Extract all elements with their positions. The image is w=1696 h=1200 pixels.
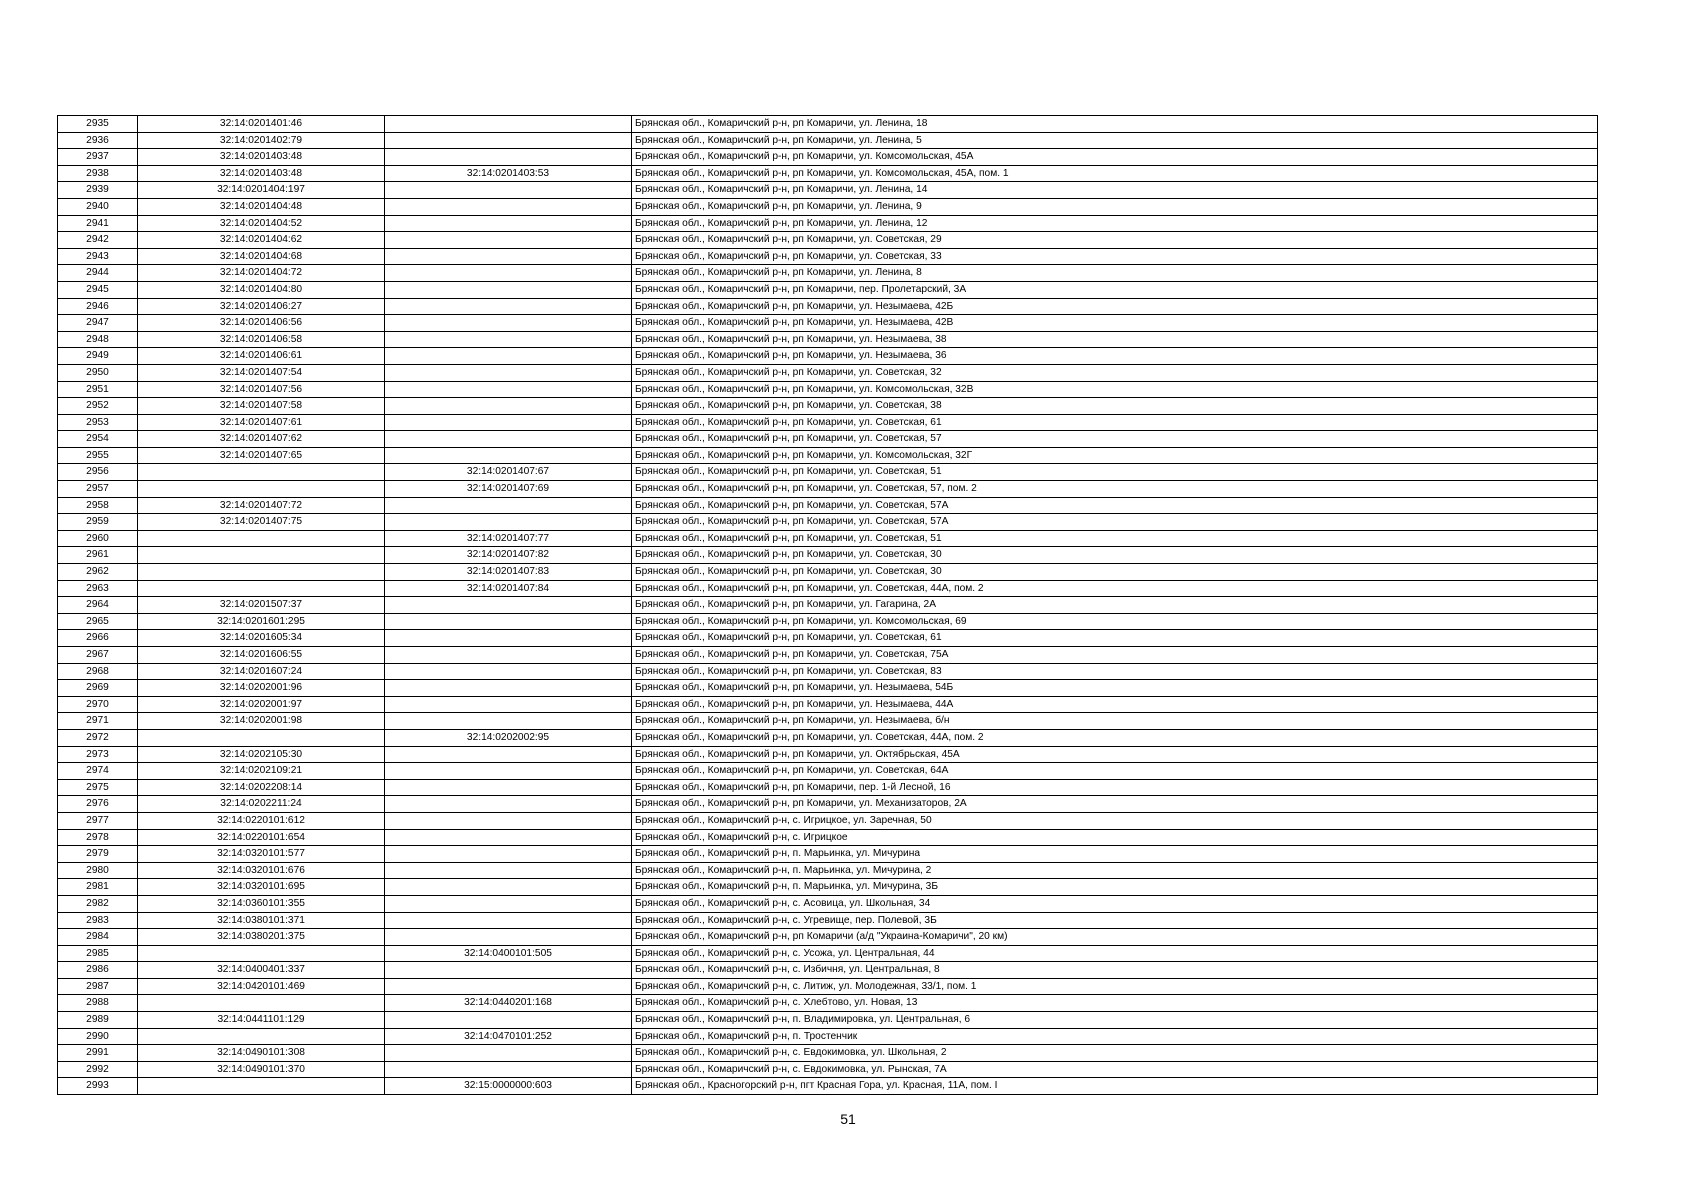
cadastral-number-cell: [138, 1078, 385, 1095]
address-cell: Брянская обл., Комаричский р-н, рп Комаричи, ул. Механизаторов, 2А: [632, 796, 1598, 813]
related-cadastral-number-cell: [385, 232, 632, 249]
related-cadastral-number-cell: 32:14:0201407:84: [385, 580, 632, 597]
address-cell: Брянская обл., Комаричский р-н, п. Марьинка, ул. Мичурина, 2: [632, 862, 1598, 879]
table-row: [58, 348, 1598, 365]
related-cadastral-number-cell: [385, 763, 632, 780]
address-cell: Брянская обл., Комаричский р-н, рп Комаричи, ул. Советская, 32: [632, 364, 1598, 381]
related-cadastral-number-cell: [385, 630, 632, 647]
table-row: [58, 298, 1598, 315]
address-cell: Брянская обл., Комаричский р-н, рп Комаричи, ул. Советская, 75А: [632, 647, 1598, 664]
related-cadastral-number-cell: [385, 1012, 632, 1029]
address-cell: Брянская обл., Комаричский р-н, рп Комаричи, ул. Советская, 57А: [632, 514, 1598, 531]
row-number-cell: 2957: [58, 481, 138, 498]
row-number-cell: 2945: [58, 281, 138, 298]
address-cell: Брянская обл., Комаричский р-н, п. Владимировка, ул. Центральная, 6: [632, 1012, 1598, 1029]
table-row: [58, 862, 1598, 879]
address-cell: Брянская обл., Комаричский р-н, рп Комаричи, ул. Комсомольская, 45А, пом. 1: [632, 165, 1598, 182]
cadastral-number-cell: 32:14:0201407:75: [138, 514, 385, 531]
table-row: [58, 746, 1598, 763]
related-cadastral-number-cell: [385, 315, 632, 332]
address-cell: Брянская обл., Комаричский р-н, рп Комаричи, ул. Незымаева, 36: [632, 348, 1598, 365]
cadastral-number-cell: [138, 464, 385, 481]
table-row: [58, 763, 1598, 780]
cadastral-number-cell: 32:14:0201406:61: [138, 348, 385, 365]
cadastral-number-cell: [138, 995, 385, 1012]
cadastral-number-cell: [138, 580, 385, 597]
table-row: [58, 613, 1598, 630]
related-cadastral-number-cell: [385, 364, 632, 381]
address-cell: Брянская обл., Комаричский р-н, с. Евдокимовка, ул. Рынская, 7А: [632, 1061, 1598, 1078]
cadastral-number-cell: 32:14:0201403:48: [138, 149, 385, 166]
table-row: [58, 431, 1598, 448]
table-row: [58, 1028, 1598, 1045]
cadastral-number-cell: 32:14:0220101:654: [138, 829, 385, 846]
cadastral-number-cell: [138, 1028, 385, 1045]
row-number-cell: 2965: [58, 613, 138, 630]
address-cell: Брянская обл., Комаричский р-н, рп Комаричи, ул. Советская, 30: [632, 547, 1598, 564]
address-cell: Брянская обл., Комаричский р-н, рп Комаричи, пер. 1-й Лесной, 16: [632, 779, 1598, 796]
row-number-cell: 2984: [58, 929, 138, 946]
related-cadastral-number-cell: [385, 895, 632, 912]
related-cadastral-number-cell: [385, 647, 632, 664]
address-cell: Брянская обл., Комаричский р-н, рп Комаричи, ул. Советская, 57, пом. 2: [632, 481, 1598, 498]
row-number-cell: 2975: [58, 779, 138, 796]
address-cell: Брянская обл., Комаричский р-н, рп Комаричи, пер. Пролетарский, 3А: [632, 281, 1598, 298]
related-cadastral-number-cell: [385, 215, 632, 232]
cadastral-number-cell: [138, 729, 385, 746]
related-cadastral-number-cell: [385, 149, 632, 166]
table-row: [58, 846, 1598, 863]
cadastral-number-cell: [138, 481, 385, 498]
table-row: [58, 198, 1598, 215]
row-number-cell: 2959: [58, 514, 138, 531]
table-row: [58, 995, 1598, 1012]
table-row: [58, 912, 1598, 929]
table-row: [58, 630, 1598, 647]
address-cell: Брянская обл., Комаричский р-н, рп Комаричи (а/д "Украина-Комаричи", 20 км): [632, 929, 1598, 946]
row-number-cell: 2968: [58, 663, 138, 680]
row-number-cell: 2944: [58, 265, 138, 282]
row-number-cell: 2951: [58, 381, 138, 398]
row-number-cell: 2961: [58, 547, 138, 564]
related-cadastral-number-cell: [385, 978, 632, 995]
related-cadastral-number-cell: [385, 680, 632, 697]
cadastral-number-cell: 32:14:0201404:68: [138, 248, 385, 265]
address-cell: Брянская обл., Комаричский р-н, с. Евдокимовка, ул. Школьная, 2: [632, 1045, 1598, 1062]
table-row: [58, 978, 1598, 995]
row-number-cell: 2956: [58, 464, 138, 481]
table-row: [58, 165, 1598, 182]
address-cell: Брянская обл., Комаричский р-н, рп Комаричи, ул. Советская, 30: [632, 564, 1598, 581]
row-number-cell: 2964: [58, 597, 138, 614]
address-cell: Брянская обл., Комаричский р-н, рп Комаричи, ул. Ленина, 9: [632, 198, 1598, 215]
address-cell: Брянская обл., Комаричский р-н, рп Комаричи, ул. Незымаева, 54Б: [632, 680, 1598, 697]
address-cell: Брянская обл., Красногорский р-н, пгт Красная Гора, ул. Красная, 11А, пом. I: [632, 1078, 1598, 1095]
cadastral-number-cell: 32:14:0490101:308: [138, 1045, 385, 1062]
related-cadastral-number-cell: [385, 431, 632, 448]
row-number-cell: 2976: [58, 796, 138, 813]
table-row: [58, 315, 1598, 332]
registry-table: [57, 115, 1598, 1095]
cadastral-number-cell: 32:14:0201401:46: [138, 116, 385, 133]
related-cadastral-number-cell: [385, 779, 632, 796]
address-cell: Брянская обл., Комаричский р-н, рп Комаричи, ул. Ленина, 12: [632, 215, 1598, 232]
cadastral-number-cell: 32:14:0201404:80: [138, 281, 385, 298]
table-row: [58, 1012, 1598, 1029]
related-cadastral-number-cell: [385, 663, 632, 680]
table-row: [58, 663, 1598, 680]
cadastral-number-cell: [138, 945, 385, 962]
address-cell: Брянская обл., Комаричский р-н, рп Комаричи, ул. Советская, 44А, пом. 2: [632, 729, 1598, 746]
row-number-cell: 2967: [58, 647, 138, 664]
related-cadastral-number-cell: [385, 796, 632, 813]
cadastral-number-cell: 32:14:0201605:34: [138, 630, 385, 647]
row-number-cell: 2989: [58, 1012, 138, 1029]
row-number-cell: 2988: [58, 995, 138, 1012]
cadastral-number-cell: [138, 564, 385, 581]
cadastral-number-cell: 32:14:0202211:24: [138, 796, 385, 813]
row-number-cell: 2980: [58, 862, 138, 879]
row-number-cell: 2939: [58, 182, 138, 199]
address-cell: Брянская обл., Комаричский р-н, рп Комаричи, ул. Советская, 29: [632, 232, 1598, 249]
cadastral-number-cell: 32:14:0201407:65: [138, 447, 385, 464]
related-cadastral-number-cell: 32:14:0400101:505: [385, 945, 632, 962]
table-row: [58, 580, 1598, 597]
related-cadastral-number-cell: 32:14:0201407:69: [385, 481, 632, 498]
table-row: [58, 1078, 1598, 1095]
table-row: [58, 265, 1598, 282]
cadastral-number-cell: [138, 530, 385, 547]
cadastral-number-cell: 32:14:0320101:577: [138, 846, 385, 863]
table-row: [58, 398, 1598, 415]
address-cell: Брянская обл., Комаричский р-н, рп Комаричи, ул. Гагарина, 2А: [632, 597, 1598, 614]
row-number-cell: 2962: [58, 564, 138, 581]
row-number-cell: 2942: [58, 232, 138, 249]
related-cadastral-number-cell: [385, 812, 632, 829]
page-number: 51: [840, 1111, 856, 1127]
address-cell: Брянская обл., Комаричский р-н, рп Комаричи, ул. Советская, 51: [632, 464, 1598, 481]
related-cadastral-number-cell: [385, 281, 632, 298]
cadastral-number-cell: 32:14:0201601:295: [138, 613, 385, 630]
cadastral-number-cell: [138, 547, 385, 564]
cadastral-number-cell: 32:14:0380201:375: [138, 929, 385, 946]
row-number-cell: 2952: [58, 398, 138, 415]
address-cell: Брянская обл., Комаричский р-н, рп Комаричи, ул. Советская, 38: [632, 398, 1598, 415]
table-row: [58, 331, 1598, 348]
related-cadastral-number-cell: [385, 846, 632, 863]
cadastral-number-cell: 32:14:0320101:695: [138, 879, 385, 896]
address-cell: Брянская обл., Комаричский р-н, рп Комаричи, ул. Незымаева, 44А: [632, 696, 1598, 713]
cadastral-number-cell: 32:14:0201404:48: [138, 198, 385, 215]
address-cell: Брянская обл., Комаричский р-н, рп Комаричи, ул. Комсомольская, 69: [632, 613, 1598, 630]
row-number-cell: 2978: [58, 829, 138, 846]
row-number-cell: 2983: [58, 912, 138, 929]
row-number-cell: 2940: [58, 198, 138, 215]
cadastral-number-cell: 32:14:0202001:98: [138, 713, 385, 730]
address-cell: Брянская обл., Комаричский р-н, рп Комаричи, ул. Советская, 33: [632, 248, 1598, 265]
address-cell: Брянская обл., Комаричский р-н, рп Комаричи, ул. Советская, 51: [632, 530, 1598, 547]
row-number-cell: 2966: [58, 630, 138, 647]
table-row: [58, 1061, 1598, 1078]
cadastral-number-cell: 32:14:0202109:21: [138, 763, 385, 780]
address-cell: Брянская обл., Комаричский р-н, рп Комаричи, ул. Ленина, 18: [632, 116, 1598, 133]
registry-table-body: [58, 116, 1598, 1095]
cadastral-number-cell: 32:14:0201404:197: [138, 182, 385, 199]
table-row: [58, 829, 1598, 846]
row-number-cell: 2955: [58, 447, 138, 464]
row-number-cell: 2938: [58, 165, 138, 182]
related-cadastral-number-cell: 32:14:0440201:168: [385, 995, 632, 1012]
table-row: [58, 713, 1598, 730]
table-row: [58, 149, 1598, 166]
address-cell: Брянская обл., Комаричский р-н, с. Литиж, ул. Молодежная, 33/1, пом. 1: [632, 978, 1598, 995]
address-cell: Брянская обл., Комаричский р-н, рп Комаричи, ул. Советская, 83: [632, 663, 1598, 680]
address-cell: Брянская обл., Комаричский р-н, п. Марьинка, ул. Мичурина: [632, 846, 1598, 863]
cadastral-number-cell: 32:14:0201404:62: [138, 232, 385, 249]
row-number-cell: 2971: [58, 713, 138, 730]
related-cadastral-number-cell: [385, 713, 632, 730]
related-cadastral-number-cell: 32:14:0202002:95: [385, 729, 632, 746]
table-row: [58, 945, 1598, 962]
cadastral-number-cell: 32:14:0441101:129: [138, 1012, 385, 1029]
address-cell: Брянская обл., Комаричский р-н, п. Марьинка, ул. Мичурина, 3Б: [632, 879, 1598, 896]
table-row: [58, 696, 1598, 713]
table-row: [58, 481, 1598, 498]
address-cell: Брянская обл., Комаричский р-н, рп Комаричи, ул. Ленина, 5: [632, 132, 1598, 149]
related-cadastral-number-cell: [385, 198, 632, 215]
table-row: [58, 116, 1598, 133]
related-cadastral-number-cell: [385, 597, 632, 614]
table-row: [58, 232, 1598, 249]
table-row: [58, 647, 1598, 664]
related-cadastral-number-cell: [385, 1045, 632, 1062]
cadastral-number-cell: 32:14:0201406:58: [138, 331, 385, 348]
address-cell: Брянская обл., Комаричский р-н, рп Комаричи, ул. Советская, 57А: [632, 497, 1598, 514]
cadastral-number-cell: 32:14:0201402:79: [138, 132, 385, 149]
table-row: [58, 447, 1598, 464]
address-cell: Брянская обл., Комаричский р-н, рп Комаричи, ул. Советская, 61: [632, 414, 1598, 431]
related-cadastral-number-cell: [385, 398, 632, 415]
table-row: [58, 597, 1598, 614]
row-number-cell: 2991: [58, 1045, 138, 1062]
row-number-cell: 2987: [58, 978, 138, 995]
table-row: [58, 879, 1598, 896]
cadastral-number-cell: 32:14:0360101:355: [138, 895, 385, 912]
related-cadastral-number-cell: 32:14:0201407:82: [385, 547, 632, 564]
table-row: [58, 729, 1598, 746]
address-cell: Брянская обл., Комаричский р-н, с. Избичня, ул. Центральная, 8: [632, 962, 1598, 979]
row-number-cell: 2936: [58, 132, 138, 149]
address-cell: Брянская обл., Комаричский р-н, рп Комаричи, ул. Комсомольская, 32В: [632, 381, 1598, 398]
related-cadastral-number-cell: [385, 182, 632, 199]
related-cadastral-number-cell: [385, 746, 632, 763]
cadastral-number-cell: 32:14:0201507:37: [138, 597, 385, 614]
related-cadastral-number-cell: [385, 912, 632, 929]
table-row: [58, 364, 1598, 381]
related-cadastral-number-cell: 32:14:0470101:252: [385, 1028, 632, 1045]
row-number-cell: 2941: [58, 215, 138, 232]
row-number-cell: 2970: [58, 696, 138, 713]
row-number-cell: 2979: [58, 846, 138, 863]
row-number-cell: 2993: [58, 1078, 138, 1095]
row-number-cell: 2946: [58, 298, 138, 315]
related-cadastral-number-cell: [385, 829, 632, 846]
related-cadastral-number-cell: [385, 348, 632, 365]
cadastral-number-cell: 32:14:0490101:370: [138, 1061, 385, 1078]
related-cadastral-number-cell: [385, 929, 632, 946]
address-cell: Брянская обл., Комаричский р-н, рп Комаричи, ул. Незымаева, 38: [632, 331, 1598, 348]
table-row: [58, 514, 1598, 531]
cadastral-number-cell: 32:14:0201406:27: [138, 298, 385, 315]
row-number-cell: 2943: [58, 248, 138, 265]
table-row: [58, 497, 1598, 514]
row-number-cell: 2977: [58, 812, 138, 829]
cadastral-number-cell: 32:14:0420101:469: [138, 978, 385, 995]
cadastral-number-cell: 32:14:0201407:58: [138, 398, 385, 415]
table-row: [58, 680, 1598, 697]
related-cadastral-number-cell: 32:14:0201407:83: [385, 564, 632, 581]
cadastral-number-cell: 32:14:0201404:72: [138, 265, 385, 282]
row-number-cell: 2950: [58, 364, 138, 381]
cadastral-number-cell: 32:14:0201606:55: [138, 647, 385, 664]
related-cadastral-number-cell: [385, 862, 632, 879]
address-cell: Брянская обл., Комаричский р-н, рп Комаричи, ул. Ленина, 14: [632, 182, 1598, 199]
related-cadastral-number-cell: 32:14:0201407:67: [385, 464, 632, 481]
table-row: [58, 547, 1598, 564]
table-row: [58, 779, 1598, 796]
related-cadastral-number-cell: [385, 696, 632, 713]
table-row: [58, 962, 1598, 979]
address-cell: Брянская обл., Комаричский р-н, с. Игрицкое: [632, 829, 1598, 846]
cadastral-number-cell: 32:14:0202105:30: [138, 746, 385, 763]
table-row: [58, 796, 1598, 813]
related-cadastral-number-cell: 32:14:0201407:77: [385, 530, 632, 547]
address-cell: Брянская обл., Комаричский р-н, рп Комаричи, ул. Комсомольская, 45А: [632, 149, 1598, 166]
related-cadastral-number-cell: [385, 879, 632, 896]
address-cell: Брянская обл., Комаричский р-н, рп Комаричи, ул. Незымаева, 42Б: [632, 298, 1598, 315]
table-row: [58, 812, 1598, 829]
table-row: [58, 895, 1598, 912]
table-row: [58, 182, 1598, 199]
cadastral-number-cell: 32:14:0201407:56: [138, 381, 385, 398]
table-row: [58, 381, 1598, 398]
cadastral-number-cell: 32:14:0201404:52: [138, 215, 385, 232]
related-cadastral-number-cell: [385, 132, 632, 149]
cadastral-number-cell: 32:14:0201407:54: [138, 364, 385, 381]
related-cadastral-number-cell: [385, 613, 632, 630]
table-row: [58, 564, 1598, 581]
row-number-cell: 2958: [58, 497, 138, 514]
row-number-cell: 2953: [58, 414, 138, 431]
address-cell: Брянская обл., Комаричский р-н, рп Комаричи, ул. Ленина, 8: [632, 265, 1598, 282]
cadastral-number-cell: 32:14:0201607:24: [138, 663, 385, 680]
address-cell: Брянская обл., Комаричский р-н, с. Усожа, ул. Центральная, 44: [632, 945, 1598, 962]
cadastral-number-cell: 32:14:0220101:612: [138, 812, 385, 829]
table-row: [58, 464, 1598, 481]
cadastral-number-cell: 32:14:0202001:96: [138, 680, 385, 697]
row-number-cell: 2963: [58, 580, 138, 597]
address-cell: Брянская обл., Комаричский р-н, рп Комаричи, ул. Советская, 64А: [632, 763, 1598, 780]
address-cell: Брянская обл., Комаричский р-н, с. Асовица, ул. Школьная, 34: [632, 895, 1598, 912]
row-number-cell: 2985: [58, 945, 138, 962]
row-number-cell: 2973: [58, 746, 138, 763]
row-number-cell: 2949: [58, 348, 138, 365]
row-number-cell: 2960: [58, 530, 138, 547]
related-cadastral-number-cell: [385, 962, 632, 979]
row-number-cell: 2954: [58, 431, 138, 448]
related-cadastral-number-cell: [385, 497, 632, 514]
related-cadastral-number-cell: [385, 331, 632, 348]
cadastral-number-cell: 32:14:0201407:61: [138, 414, 385, 431]
address-cell: Брянская обл., Комаричский р-н, п. Тростенчик: [632, 1028, 1598, 1045]
related-cadastral-number-cell: [385, 265, 632, 282]
related-cadastral-number-cell: 32:15:0000000:603: [385, 1078, 632, 1095]
cadastral-number-cell: 32:14:0201406:56: [138, 315, 385, 332]
related-cadastral-number-cell: 32:14:0201403:53: [385, 165, 632, 182]
cadastral-number-cell: 32:14:0201407:72: [138, 497, 385, 514]
table-row: [58, 1045, 1598, 1062]
row-number-cell: 2947: [58, 315, 138, 332]
row-number-cell: 2986: [58, 962, 138, 979]
cadastral-number-cell: 32:14:0202208:14: [138, 779, 385, 796]
related-cadastral-number-cell: [385, 447, 632, 464]
table-row: [58, 530, 1598, 547]
address-cell: Брянская обл., Комаричский р-н, с. Угревище, пер. Полевой, 3Б: [632, 912, 1598, 929]
address-cell: Брянская обл., Комаричский р-н, рп Комаричи, ул. Советская, 44А, пом. 2: [632, 580, 1598, 597]
row-number-cell: 2969: [58, 680, 138, 697]
address-cell: Брянская обл., Комаричский р-н, рп Комаричи, ул. Незымаева, 42В: [632, 315, 1598, 332]
related-cadastral-number-cell: [385, 381, 632, 398]
address-cell: Брянская обл., Комаричский р-н, рп Комаричи, ул. Незымаева, б/н: [632, 713, 1598, 730]
table-row: [58, 215, 1598, 232]
table-row: [58, 929, 1598, 946]
cadastral-number-cell: 32:14:0400401:337: [138, 962, 385, 979]
cadastral-number-cell: 32:14:0202001:97: [138, 696, 385, 713]
related-cadastral-number-cell: [385, 514, 632, 531]
row-number-cell: 2948: [58, 331, 138, 348]
row-number-cell: 2990: [58, 1028, 138, 1045]
row-number-cell: 2982: [58, 895, 138, 912]
cadastral-number-cell: 32:14:0380101:371: [138, 912, 385, 929]
cadastral-number-cell: 32:14:0201403:48: [138, 165, 385, 182]
table-row: [58, 414, 1598, 431]
cadastral-number-cell: 32:14:0320101:676: [138, 862, 385, 879]
related-cadastral-number-cell: [385, 414, 632, 431]
related-cadastral-number-cell: [385, 1061, 632, 1078]
table-row: [58, 281, 1598, 298]
address-cell: Брянская обл., Комаричский р-н, рп Комаричи, ул. Октябрьская, 45А: [632, 746, 1598, 763]
address-cell: Брянская обл., Комаричский р-н, рп Комаричи, ул. Советская, 61: [632, 630, 1598, 647]
address-cell: Брянская обл., Комаричский р-н, с. Хлебтово, ул. Новая, 13: [632, 995, 1598, 1012]
table-row: [58, 248, 1598, 265]
address-cell: Брянская обл., Комаричский р-н, с. Игрицкое, ул. Заречная, 50: [632, 812, 1598, 829]
address-cell: Брянская обл., Комаричский р-н, рп Комаричи, ул. Комсомольская, 32Г: [632, 447, 1598, 464]
related-cadastral-number-cell: [385, 298, 632, 315]
table-row: [58, 132, 1598, 149]
address-cell: Брянская обл., Комаричский р-н, рп Комаричи, ул. Советская, 57: [632, 431, 1598, 448]
row-number-cell: 2974: [58, 763, 138, 780]
cadastral-number-cell: 32:14:0201407:62: [138, 431, 385, 448]
row-number-cell: 2935: [58, 116, 138, 133]
related-cadastral-number-cell: [385, 248, 632, 265]
related-cadastral-number-cell: [385, 116, 632, 133]
row-number-cell: 2972: [58, 729, 138, 746]
row-number-cell: 2992: [58, 1061, 138, 1078]
row-number-cell: 2937: [58, 149, 138, 166]
row-number-cell: 2981: [58, 879, 138, 896]
